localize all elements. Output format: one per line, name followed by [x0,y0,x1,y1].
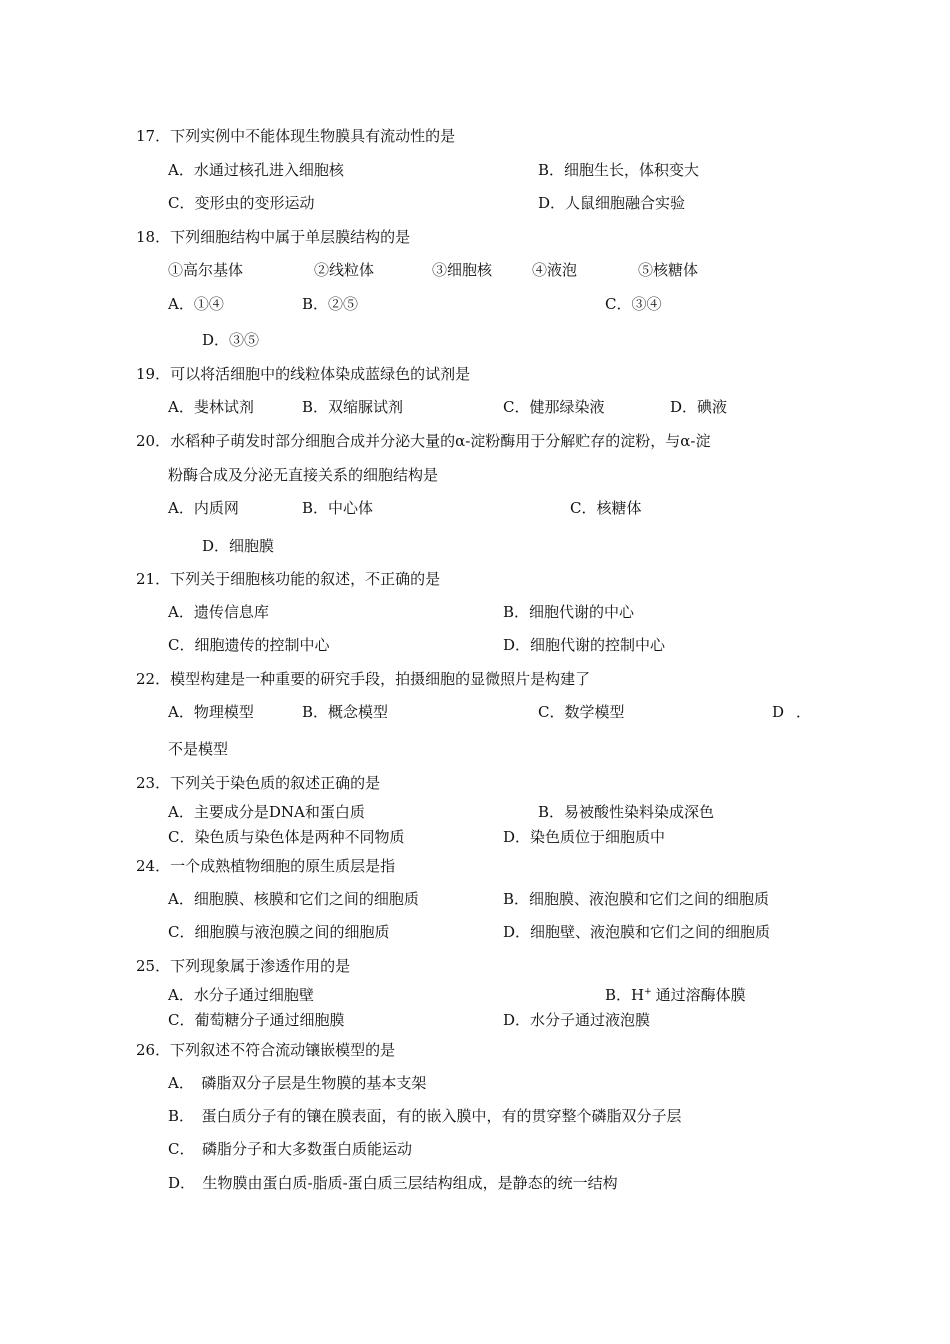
q17-stem: 17．下列实例中不能体现生物膜具有流动性的是 [136,127,456,145]
q18-item-2: ②线粒体 [314,261,375,279]
q17-option-d: D．人鼠细胞融合实验 [538,194,686,212]
q24-stem: 24．一个成熟植物细胞的原生质层是指 [136,857,396,875]
q24-option-c: C．细胞膜与液泡膜之间的细胞质 [168,923,390,941]
q21-option-d: D．细胞代谢的控制中心 [503,636,666,654]
q18-option-c: C．③④ [605,295,662,313]
q26-option-c: C． 磷脂分子和大多数蛋白质能运动 [168,1140,412,1158]
q26-stem: 26．下列叙述不符合流动镶嵌模型的是 [136,1041,396,1059]
q22-option-c: C．数学模型 [538,703,625,721]
q24-option-a: A．细胞膜、核膜和它们之间的细胞质 [168,890,419,908]
q23-option-d: D．染色质位于细胞质中 [503,828,666,846]
q20-option-a: A．内质网 [168,499,239,517]
q22-option-d-letter: D [772,703,785,721]
q18-item-5: ⑤核糖体 [638,261,699,279]
q24-option-b: B．细胞膜、液泡膜和它们之间的细胞质 [503,890,770,908]
q22-option-d-text: 不是模型 [168,740,229,758]
q23-stem: 23．下列关于染色质的叙述正确的是 [136,774,381,792]
q25-option-a: A．水分子通过细胞壁 [168,986,314,1004]
q18-item-3: ③细胞核 [432,261,493,279]
q18-option-a: A．①④ [168,295,224,313]
q21-stem: 21．下列关于细胞核功能的叙述，不正确的是 [136,570,441,588]
q25-stem: 25．下列现象属于渗透作用的是 [136,957,351,975]
q23-option-c: C．染色质与染色体是两种不同物质 [168,828,405,846]
q19-option-b: B．双缩脲试剂 [302,398,404,416]
q22-option-a: A．物理模型 [168,703,254,721]
q18-option-d: D．③⑤ [202,331,260,349]
q18-option-b: B．②⑤ [302,295,359,313]
q20-option-c: C．核糖体 [570,499,642,517]
q22-stem: 22．模型构建是一种重要的研究手段，拍摄细胞的显微照片是构建了 [136,670,591,688]
q25-option-b-superscript: + [644,987,652,997]
q25-option-d: D．水分子通过液泡膜 [503,1011,651,1029]
q18-stem: 18．下列细胞结构中属于单层膜结构的是 [136,228,411,246]
q23-option-b: B．易被酸性染料染成深色 [538,803,715,821]
q21-option-b: B．细胞代谢的中心 [503,603,635,621]
q25-option-b [605,985,746,1005]
q25-option-b-text: 通过溶酶体膜 [655,986,746,1004]
q25-option-b-prefix: B．H [605,986,645,1004]
q21-option-c: C．细胞遗传的控制中心 [168,636,330,654]
q19-option-a: A．斐林试剂 [168,398,254,416]
q18-item-1: ①高尔基体 [168,261,244,279]
q21-option-a: A．遗传信息库 [168,603,269,621]
q17-option-b: B．细胞生长，体积变大 [538,161,700,179]
q26-option-d: D． 生物膜由蛋白质-脂质-蛋白质三层结构组成，是静态的统一结构 [168,1174,618,1192]
q22-option-b: B．概念模型 [302,703,389,721]
q20-stem-line-2: 粉酶合成及分泌无直接关系的细胞结构是 [168,466,439,484]
q23-option-a: A．主要成分是DNA和蛋白质 [168,803,365,821]
q26-option-b: B． 蛋白质分子有的镶在膜表面，有的嵌入膜中，有的贯穿整个磷脂双分子层 [168,1107,682,1125]
q25-option-c: C．葡萄糖分子通过细胞膜 [168,1011,345,1029]
q20-option-b: B．中心体 [302,499,374,517]
q17-option-a: A．水通过核孔进入细胞核 [168,161,344,179]
q17-option-c: C．变形虫的变形运动 [168,194,315,212]
q20-stem-line-1: 20．水稻种子萌发时部分细胞合成并分泌大量的α-淀粉酶用于分解贮存的淀粉，与α-淀 [136,432,711,450]
q19-option-d: D．碘液 [670,398,728,416]
q19-option-c: C．健那绿染液 [503,398,605,416]
q18-item-4: ④液泡 [532,261,578,279]
q22-option-d-dot: ． [796,703,812,721]
q26-option-a: A． 磷脂双分子层是生物膜的基本支架 [168,1074,427,1092]
q19-stem: 19．可以将活细胞中的线粒体染成蓝绿色的试剂是 [136,365,471,383]
q24-option-d: D．细胞壁、液泡膜和它们之间的细胞质 [503,923,771,941]
q20-option-d: D．细胞膜 [202,537,275,555]
